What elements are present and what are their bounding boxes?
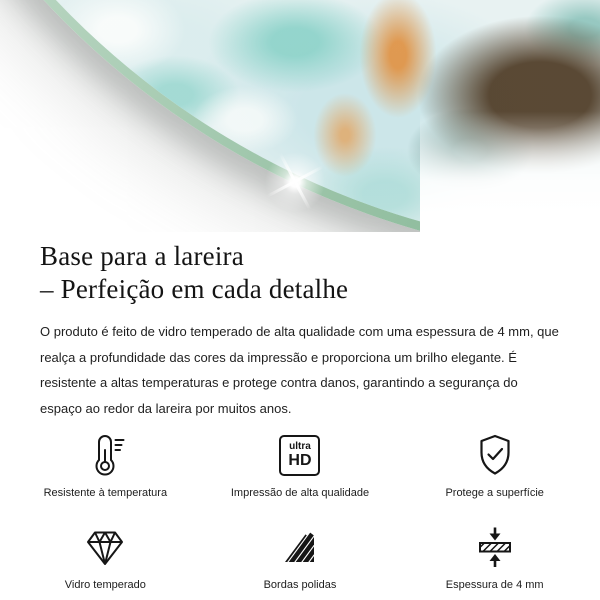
hero-white-fade — [420, 0, 600, 232]
feature-label: Impressão de alta qualidade — [230, 487, 370, 499]
features-grid — [8, 431, 592, 591]
thickness-icon — [473, 523, 517, 571]
page-title — [40, 240, 560, 306]
product-description: O produto é feito de vidro temperado de alta qualidade com uma espessura de 4 mm, que realça a profundidade das cores da impressão e proporciona um brilho elegante. É resistente a altas temperaturas e protege contra danos, garantindo a segurança do espaço ao redor da lareira por muitos anos. — [40, 324, 559, 416]
polished-edges-icon — [278, 523, 322, 571]
title-line-1: Base para a lareira — [40, 241, 244, 271]
ultra-hd-badge-top: ultra — [289, 440, 311, 452]
title-line-2: – Perfeição em cada detalhe — [40, 274, 349, 304]
feature-label: Vidro temperado — [64, 579, 146, 591]
shield-check-icon — [473, 431, 517, 479]
feature-label: Bordas polidas — [263, 579, 337, 591]
feature-label: Resistente à temperatura — [43, 487, 168, 499]
diamond-icon — [83, 523, 127, 571]
content-section — [0, 240, 600, 421]
ultra-hd-icon — [279, 431, 320, 479]
feature-thickness — [397, 523, 592, 591]
product-photo — [0, 0, 600, 232]
feature-tempered-glass — [8, 523, 203, 591]
thermometer-icon — [83, 431, 127, 479]
feature-temperature — [8, 431, 203, 499]
feature-polished-edges — [203, 523, 398, 591]
feature-label: Espessura de 4 mm — [445, 579, 544, 591]
feature-print-quality — [203, 431, 398, 499]
ultra-hd-badge-bottom: HD — [288, 451, 312, 469]
feature-protection — [397, 431, 592, 499]
feature-label: Protege a superfície — [445, 487, 544, 499]
